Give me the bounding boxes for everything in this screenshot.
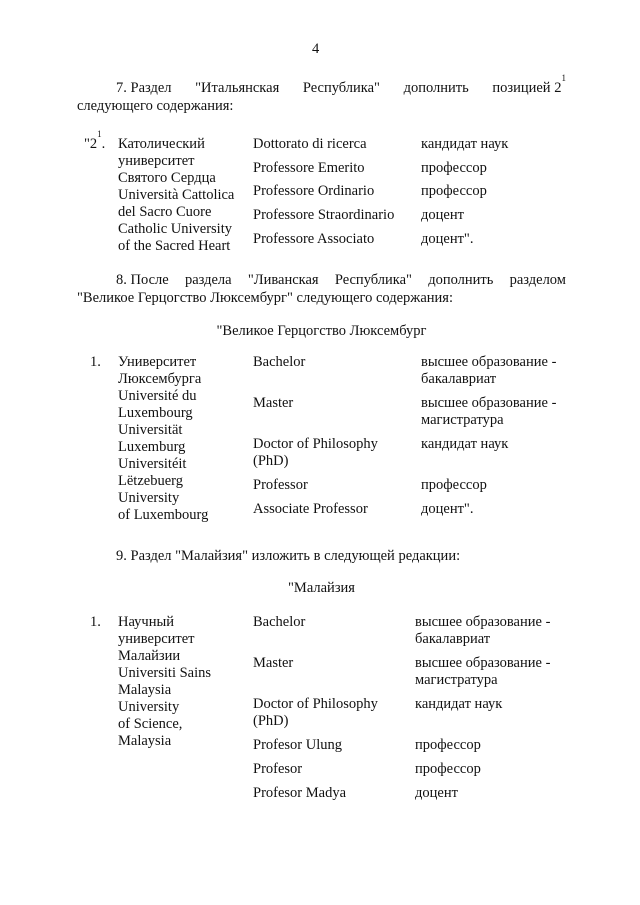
item8-line1 xyxy=(116,272,566,289)
luxembourg-entry-number: 1. xyxy=(90,354,101,370)
item8-word: дополнить xyxy=(428,272,494,288)
luxembourg-degree: Bachelor xyxy=(253,354,306,370)
university-line: Luxembourg xyxy=(118,405,193,421)
italy-entry-number: "$2^1$. xyxy=(84,129,106,152)
university-line: of the Sacred Heart xyxy=(118,238,231,254)
item8-word: 8. После xyxy=(116,272,169,288)
luxembourg-equiv: доцент". xyxy=(421,501,474,517)
item8-word: разделом xyxy=(509,272,566,288)
luxembourg-heading: "Великое Герцогство Люксембург xyxy=(216,323,427,339)
italy-degree: Professore Emerito xyxy=(253,160,365,176)
italy-degree: Professore Ordinario xyxy=(253,183,375,199)
item7-word: "Итальянская xyxy=(195,80,280,96)
university-line: университет xyxy=(118,631,195,647)
university-line: Католический xyxy=(118,136,205,152)
malaysia-degree: Profesor Ulung xyxy=(253,737,343,753)
malaysia-degree: Profesor xyxy=(253,761,303,777)
item8-word: "Ливанская xyxy=(247,272,319,288)
university-line: Lëtzebuerg xyxy=(118,473,183,489)
luxembourg-equiv: профессор xyxy=(421,477,487,493)
malaysia-equiv: профессор xyxy=(415,761,481,777)
luxembourg-university xyxy=(118,354,208,524)
italy-equiv: доцент xyxy=(421,207,464,223)
item8-line2: "Великое Герцогство Люксембург" следующего содержания: xyxy=(77,290,453,306)
university-line: of Luxembourg xyxy=(118,507,209,523)
university-line: Научный xyxy=(118,614,174,630)
superscript: 1 xyxy=(97,129,102,140)
luxembourg-degree: Associate Professor xyxy=(253,501,368,517)
luxembourg-equiv: кандидат наук xyxy=(421,436,509,452)
luxembourg-degree: Master xyxy=(253,395,294,411)
item7-line2: следующего содержания: xyxy=(77,98,234,114)
malaysia-degree: Doctor of Philosophy (PhD) xyxy=(253,696,378,729)
malaysia-university xyxy=(118,614,211,750)
university-line: Catholic University xyxy=(118,221,232,237)
luxembourg-equiv: высшее образование - бакалавриат xyxy=(421,354,557,387)
malaysia-equiv: высшее образование - магистратура xyxy=(415,655,551,688)
item8-word: раздела xyxy=(184,272,232,288)
university-line: Università Cattolica xyxy=(118,187,235,203)
university-line: университет xyxy=(118,153,195,169)
malaysia-equiv: кандидат наук xyxy=(415,696,503,712)
malaysia-equiv: доцент xyxy=(415,785,458,801)
university-line: Malaysia xyxy=(118,682,172,698)
italy-degree: Dottorato di ricerca xyxy=(253,136,367,152)
university-line: Malaysia xyxy=(118,733,172,749)
page-number: 4 xyxy=(312,41,320,57)
item8-word: Республика" xyxy=(334,272,412,288)
italy-equiv: кандидат наук xyxy=(421,136,509,152)
italy-equiv: доцент". xyxy=(421,231,474,247)
university-line: Universitéit xyxy=(118,456,187,472)
item9-line: 9. Раздел "Малайзия" изложить в следующей редакции: xyxy=(116,548,461,564)
malaysia-equiv: высшее образование - бакалавриат xyxy=(415,614,551,647)
university-line: University xyxy=(118,699,180,715)
university-line: Святого Сердца xyxy=(118,170,216,186)
university-line: Université du xyxy=(118,388,197,404)
university-line: Университет xyxy=(118,354,197,370)
item7-word: 7. Раздел xyxy=(116,80,172,96)
luxembourg-degree: Doctor of Philosophy (PhD) xyxy=(253,436,378,469)
university-line: of Science, xyxy=(118,716,183,732)
italy-degree: Professore Associato xyxy=(253,231,375,247)
malaysia-equiv: профессор xyxy=(415,737,481,753)
item7-word: позицией $2^1$ xyxy=(492,73,566,96)
malaysia-heading: "Малайзия xyxy=(288,580,355,596)
university-line: Малайзии xyxy=(118,648,181,664)
university-line: Luxemburg xyxy=(118,439,186,455)
malaysia-degree: Master xyxy=(253,655,294,671)
italy-equiv: профессор xyxy=(421,160,487,176)
university-line: Universiti Sains xyxy=(118,665,212,681)
university-line: Universität xyxy=(118,422,183,438)
malaysia-degree: Profesor Madya xyxy=(253,785,347,801)
university-line: del Sacro Cuore xyxy=(118,204,212,220)
superscript: 1 xyxy=(561,73,566,84)
malaysia-degree: Bachelor xyxy=(253,614,306,630)
university-line: Люксембурга xyxy=(118,371,202,387)
item7-word: Республика" xyxy=(302,80,380,96)
italy-equiv: профессор xyxy=(421,183,487,199)
luxembourg-equiv: высшее образование - магистратура xyxy=(421,395,557,428)
malaysia-entry-number: 1. xyxy=(90,614,101,630)
luxembourg-degree: Professor xyxy=(253,477,308,493)
italy-degree: Professore Straordinario xyxy=(253,207,395,223)
item7-line1 xyxy=(116,73,566,97)
italy-university xyxy=(118,136,234,255)
item7-word: дополнить xyxy=(403,80,469,96)
university-line: University xyxy=(118,490,180,506)
